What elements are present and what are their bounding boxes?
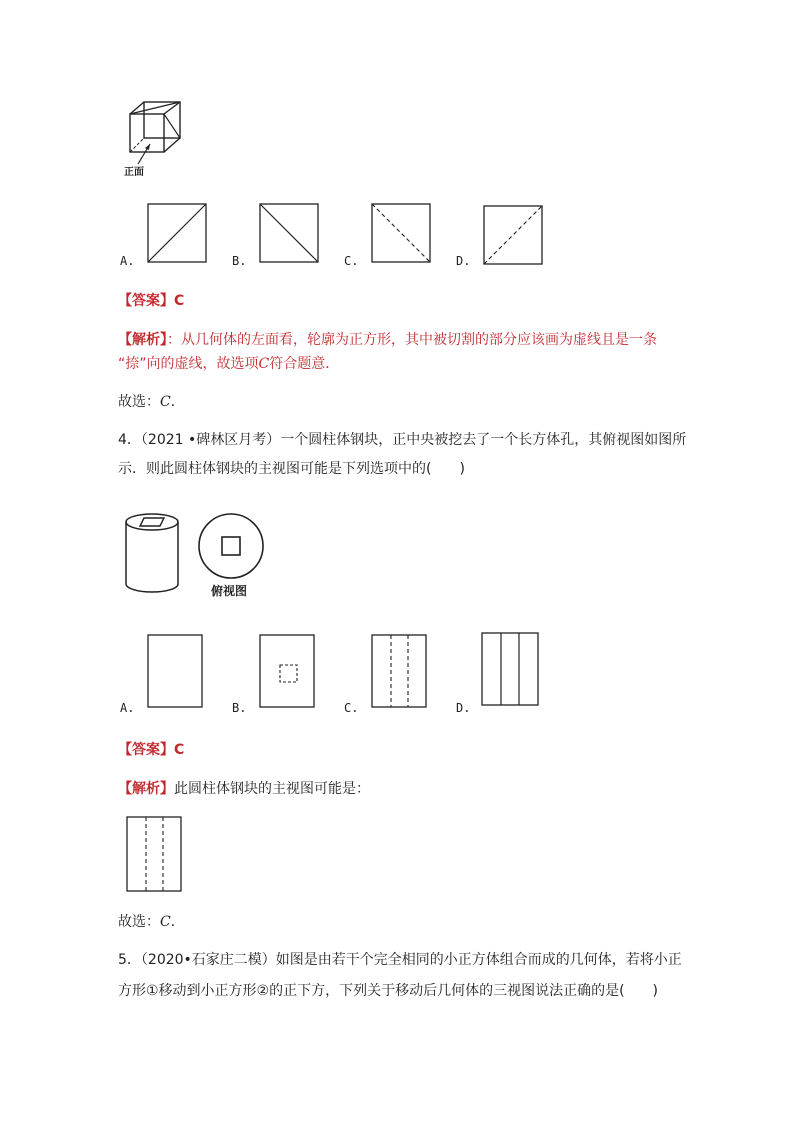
q4-conclusion [118,912,185,932]
q4-analysis-figure [126,816,182,892]
front-label: 正面 [124,167,144,178]
q3-option-b-label: B. [232,254,247,268]
q3-analysis-line2 [118,354,339,374]
q4-option-c-figure [371,634,427,708]
q3-option-c-label: C. [344,254,359,268]
q3-answer-tag: 【答案】 [118,293,174,309]
q3-analysis-c: C [258,356,270,372]
q5-stem-line1: 5．（2020•石家庄二模）如图是由若干个完全相同的小正方体组合而成的几何体，若将小正 [118,952,682,968]
q3-option-a-figure [147,203,207,263]
q3-analysis-text2b: 符合题意． [269,356,340,372]
q4-option-a-figure [147,634,203,708]
q3-analysis-line1 [118,330,657,350]
q3-conclusion [118,392,185,412]
q3-answer [118,291,184,311]
q3-option-a-label: A. [120,254,135,268]
q4-conclusion-c: C [160,914,171,930]
q4-option-b-figure [259,634,315,708]
q4-answer-tag: 【答案】 [118,742,174,758]
q4-option-d-figure [481,632,539,706]
q4-answer [118,740,184,760]
top-view-label: 俯视图 [211,584,248,598]
q3-option-c-figure [371,203,431,263]
q3-conclusion-suffix: ． [170,394,185,410]
q4-analysis-tag: 【解析】 [118,781,174,797]
q4-option-c-label: C. [344,701,359,715]
q3-analysis-text2a: “捺”向的虚线，故选项 [118,356,259,372]
q4-stem-line1: 4．（2021 •碑林区月考）一个圆柱体钢块，正中央被挖去了一个长方体孔，其俯视图如图所 [118,432,687,448]
q4-option-d-label: D. [456,701,471,715]
q4-analysis-text: 此圆柱体钢块的主视图可能是： [174,781,370,797]
q3-conclusion-c: C [160,394,171,410]
q4-conclusion-suffix: ． [170,914,185,930]
q5-stem-line2: 方形①移动到小正方形②的正下方，下列关于移动后几何体的三视图说法正确的是( ) [118,983,659,999]
q3-option-d-label: D. [456,254,471,268]
q4-answer-value: C [174,742,185,758]
cylinder-figure [124,512,184,596]
q4-stem-line2: 示．则此圆柱体钢块的主视图可能是下列选项中的( ) [118,461,465,477]
q4-analysis [118,779,370,799]
q3-option-b-figure [259,203,319,263]
q3-option-d-figure [483,205,543,265]
top-view-figure [198,513,266,581]
q4-option-a-label: A. [120,701,135,715]
q3-analysis-tag: 【解析】 [118,332,167,348]
q3-conclusion-prefix: 故选： [118,394,160,410]
q3-answer-value: C [174,293,185,309]
q4-option-b-label: B. [232,701,247,715]
q4-conclusion-prefix: 故选： [118,914,160,930]
q3-analysis-text1: ：从几何体的左面看，轮廓为正方形，其中被切割的部分应该画为虚线且是一条 [167,332,657,348]
